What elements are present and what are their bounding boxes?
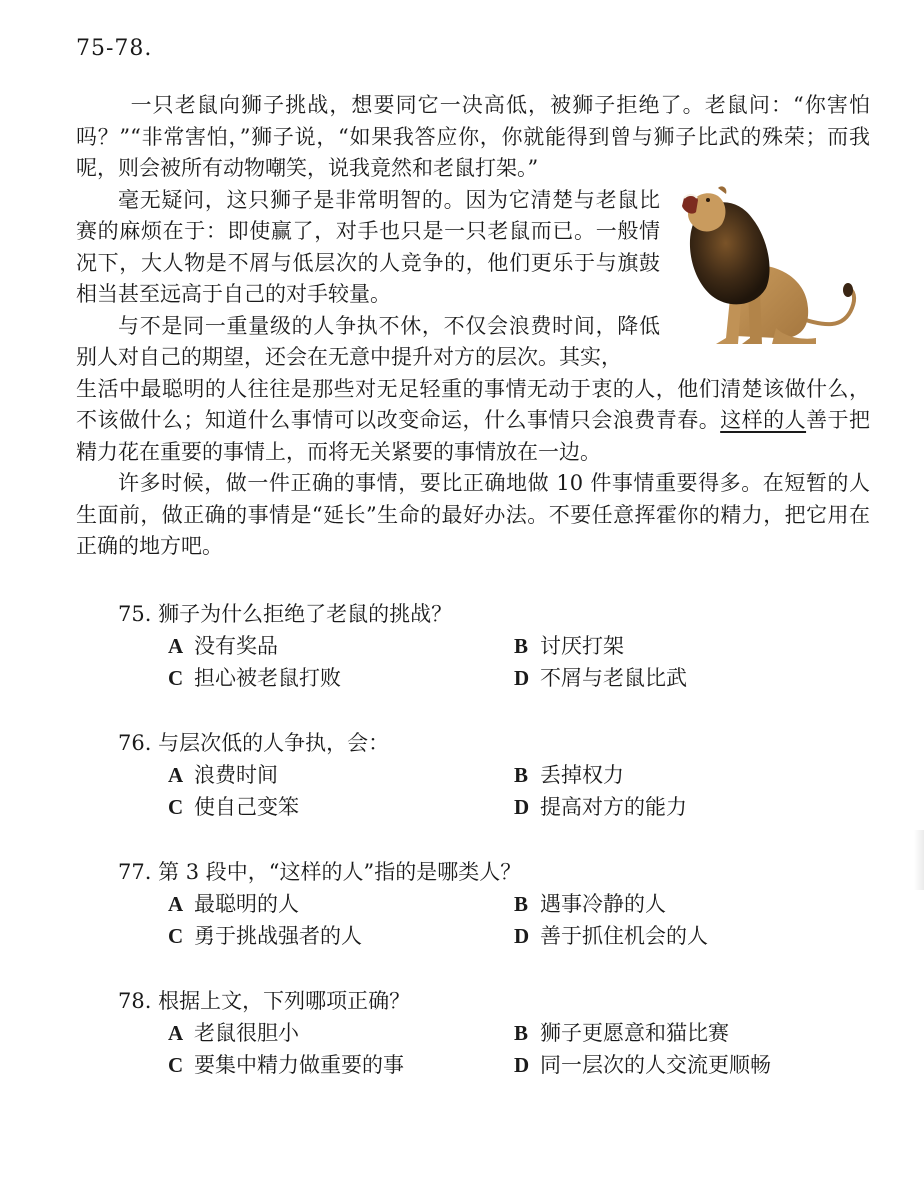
- option-letter: B: [514, 1021, 529, 1045]
- option-b[interactable]: [514, 759, 860, 791]
- option-a[interactable]: [168, 759, 514, 791]
- option-letter: C: [168, 1053, 184, 1077]
- question-stem: [118, 856, 838, 888]
- option-text: 勇于挑战强者的人: [194, 924, 362, 948]
- question-text: 根据上文，下列哪项正确？: [158, 989, 411, 1013]
- option-letter: A: [168, 892, 184, 916]
- question-number: 75.: [118, 602, 152, 626]
- option-a[interactable]: [168, 888, 514, 920]
- option-letter: D: [514, 795, 530, 819]
- question-text: 狮子为什么拒绝了老鼠的挑战？: [158, 602, 453, 626]
- option-text: 浪费时间: [194, 763, 278, 787]
- question-text: 与层次低的人争执，会：: [158, 731, 390, 755]
- passage-paragraph-4: 许多时候，做一件正确的事情，要比正确地做 10 件事情重要得多。在短暂的人生面前，做正确的事情是“延长”生命的最好办法。不要任意挥霍你的精力，把它用在正确的地方吧。: [76, 471, 870, 558]
- option-text: 丢掉权力: [540, 763, 624, 787]
- option-d[interactable]: [514, 1049, 860, 1081]
- option-text: 不屑与老鼠比武: [540, 666, 687, 690]
- option-letter: A: [168, 763, 184, 787]
- question-76: [118, 727, 838, 823]
- page-edge-shadow: [914, 830, 924, 890]
- option-text: 使自己变笨: [194, 795, 299, 819]
- option-text: 同一层次的人交流更顺畅: [540, 1053, 771, 1077]
- option-text: 老鼠很胆小: [194, 1021, 299, 1045]
- option-letter: C: [168, 924, 184, 948]
- option-c[interactable]: [168, 920, 514, 952]
- option-letter: D: [514, 924, 530, 948]
- option-letter: D: [514, 1053, 530, 1077]
- option-b[interactable]: [514, 630, 860, 662]
- option-text: 要集中精力做重要的事: [194, 1053, 404, 1077]
- option-b[interactable]: [514, 888, 860, 920]
- option-a[interactable]: [168, 1017, 514, 1049]
- question-number: 77.: [118, 860, 152, 884]
- option-letter: A: [168, 634, 184, 658]
- question-77: [118, 856, 838, 952]
- passage-paragraph-3-text: 生活中最聪明的人往往是那些对无足轻重的事情无动于衷的人，他们清楚该做什么，不该做什么；知道什么事情可以改变命运，什么事情只会浪费青春。: [76, 376, 870, 432]
- question-list: [118, 598, 838, 1114]
- option-text: 遇事冷静的人: [540, 892, 666, 916]
- option-letter: B: [514, 763, 529, 787]
- option-letter: D: [514, 666, 530, 690]
- option-c[interactable]: [168, 1049, 514, 1081]
- question-78: [118, 985, 838, 1081]
- question-stem: [118, 598, 838, 630]
- question-text: 第 3 段中，“这样的人”指的是哪类人？: [158, 860, 522, 884]
- option-text: 讨厌打架: [540, 634, 624, 658]
- option-c[interactable]: [168, 662, 514, 694]
- option-letter: B: [514, 892, 529, 916]
- question-number: 76.: [118, 731, 152, 755]
- underlined-phrase: 这样的人: [720, 408, 807, 432]
- option-text: 善于抓住机会的人: [540, 924, 708, 948]
- question-range-header: 75-78.: [76, 36, 153, 61]
- option-c[interactable]: [168, 791, 514, 823]
- question-stem: [118, 727, 838, 759]
- option-text: 狮子更愿意和猫比赛: [540, 1021, 729, 1045]
- option-text: 没有奖品: [194, 634, 278, 658]
- option-d[interactable]: [514, 920, 860, 952]
- passage-paragraph-3-end: 善于把精力花在重要的事情上，而将无关紧要的事情放在一边。: [76, 408, 871, 464]
- option-text: 提高对方的能力: [540, 795, 687, 819]
- option-letter: C: [168, 666, 184, 690]
- lion-illustration: [676, 178, 866, 348]
- question-number: 78.: [118, 989, 152, 1013]
- option-d[interactable]: [514, 791, 860, 823]
- passage-paragraph-3-intro: 与不是同一重量级的人争执不休，不仅会浪费时间，降低别人对自己的期望，还会在无意中提升对方的层次。其实，: [76, 313, 660, 369]
- option-text: 最聪明的人: [194, 892, 299, 916]
- option-d[interactable]: [514, 662, 860, 694]
- passage-paragraph-3-body: [76, 374, 870, 469]
- option-letter: A: [168, 1021, 184, 1045]
- question-75: [118, 598, 838, 694]
- option-a[interactable]: [168, 630, 514, 662]
- passage-paragraph-1: 一只老鼠向狮子挑战，想要同它一决高低，被狮子拒绝了。老鼠问：“你害怕吗？”“非常害怕，”狮子说，“如果我答应你，你就能得到曾与狮子比武的殊荣；而我呢，则会被所有动物嘲笑，说我竟然和老鼠打架。”: [76, 93, 870, 180]
- option-letter: B: [514, 634, 529, 658]
- passage-paragraph-2: 毫无疑问，这只狮子是非常明智的。因为它清楚与老鼠比赛的麻烦在于：即使赢了，对手也只是一只老鼠而已。一般情况下，大人物是不屑与低层次的人竞争的，他们更乐于与旗鼓相当甚至远高于自己的对手较量。: [76, 187, 660, 306]
- option-letter: C: [168, 795, 184, 819]
- option-b[interactable]: [514, 1017, 860, 1049]
- question-stem: [118, 985, 838, 1017]
- option-text: 担心被老鼠打败: [194, 666, 341, 690]
